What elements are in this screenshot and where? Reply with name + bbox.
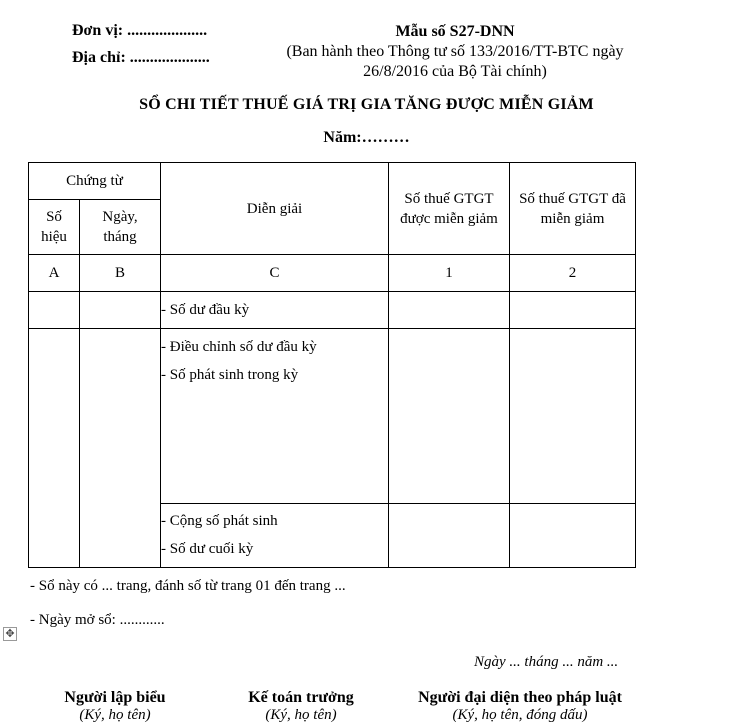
opening-voucher-no	[29, 292, 80, 329]
header-tax-exempted-l1: Số thuế GTGT đã	[519, 190, 626, 207]
totals-desc	[161, 504, 389, 568]
header-voucher-no-l1: Số	[46, 209, 62, 225]
arising-tax-exempt	[389, 329, 510, 504]
preparer-title: Người lập biểu	[64, 689, 166, 706]
code-b: B	[80, 255, 161, 292]
opening-balance-desc: - Số dư đầu kỳ	[161, 292, 389, 329]
signature-chief-accountant	[228, 689, 374, 724]
header-voucher-no	[29, 200, 80, 255]
code-1: 1	[389, 255, 510, 292]
form-number: Mẫu số S27-DNN	[395, 23, 515, 40]
issued-by-line1: (Ban hành theo Thông tư số 133/2016/TT-BTC ngày	[286, 43, 624, 60]
closing-balance-desc: - Số dư cuối kỳ	[161, 541, 254, 557]
signature-preparer	[40, 689, 190, 724]
code-c: C	[161, 255, 389, 292]
opening-tax-exempted	[510, 292, 636, 329]
unit-label: Đơn vị: ....................	[72, 22, 208, 39]
body-voucher-no	[29, 329, 80, 568]
arising-in-period-desc: - Số phát sinh trong kỳ	[161, 367, 299, 383]
header-tax-exempt-l1: Số thuế GTGT	[404, 190, 494, 207]
code-a: A	[29, 255, 80, 292]
total-arising-desc: - Cộng số phát sinh	[161, 513, 278, 529]
header-tax-exempted-l2: miễn giảm	[540, 210, 605, 227]
arising-tax-exempted	[510, 329, 636, 504]
header-description: Diễn giải	[161, 163, 389, 255]
header-tax-exempted	[510, 163, 636, 255]
header-voucher: Chứng từ	[29, 163, 161, 200]
totals-tax-exempted	[510, 504, 636, 568]
move-icon[interactable]: ✥	[3, 627, 17, 641]
code-2: 2	[510, 255, 636, 292]
totals-tax-exempt	[389, 504, 510, 568]
arising-desc	[161, 329, 389, 504]
opening-voucher-date	[80, 292, 161, 329]
header-voucher-date-l2: tháng	[103, 229, 137, 245]
preparer-sub: (Ký, họ tên)	[79, 707, 151, 723]
adjust-opening-desc: - Điều chỉnh số dư đầu kỳ	[161, 339, 317, 355]
form-info	[272, 22, 638, 82]
chief-accountant-sub: (Ký, họ tên)	[265, 707, 337, 723]
address-label: Địa chỉ: ....................	[72, 49, 210, 66]
issued-by-line2: 26/8/2016 của Bộ Tài chính)	[363, 63, 547, 80]
legal-rep-sub: (Ký, họ tên, đóng dấu)	[452, 707, 588, 723]
document-title: SỔ CHI TIẾT THUẾ GIÁ TRỊ GIA TĂNG ĐƯỢC MIỄN GIẢM	[139, 96, 594, 113]
header-voucher-date	[80, 200, 161, 255]
chief-accountant-title: Kế toán trưởng	[248, 689, 354, 706]
header-voucher-date-l1: Ngày,	[102, 209, 138, 225]
header-tax-exempt	[389, 163, 510, 255]
legal-rep-title: Người đại diện theo pháp luật	[418, 689, 622, 706]
vat-exemption-ledger-table	[28, 162, 636, 568]
signature-legal-rep	[400, 689, 640, 724]
header-tax-exempt-l2: được miễn giảm	[400, 210, 498, 227]
opening-tax-exempt	[389, 292, 510, 329]
date-line: Ngày ... tháng ... năm ...	[474, 654, 619, 670]
pages-note: - Sổ này có ... trang, đánh số từ trang 01 đến trang ...	[30, 578, 346, 594]
header-voucher-no-l2: hiệu	[41, 229, 67, 245]
body-voucher-date	[80, 329, 161, 568]
open-date-note: - Ngày mở sổ: ............	[30, 612, 165, 628]
year-label: Năm:………	[323, 129, 410, 146]
